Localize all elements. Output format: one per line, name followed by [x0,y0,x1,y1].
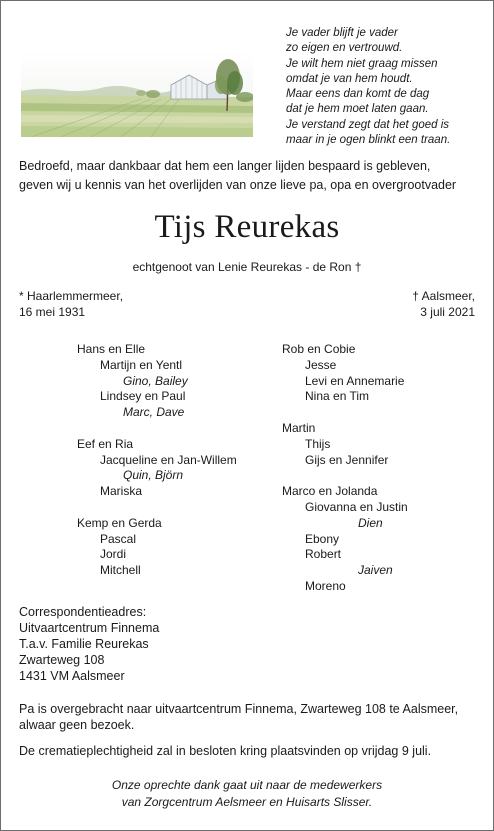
poem-line: maar in je ogen blinkt een traan. [286,134,451,147]
birth-date: 16 mei 1931 [19,305,86,319]
family-member: Gijs en Jennifer [305,452,389,467]
correspondence-line: Zwarteweg 108 [19,653,105,667]
family-spacer [282,405,408,421]
family-head: Hans en Elle [77,342,146,356]
family-member: Martijn en Yentl [100,357,183,372]
intro-line: geven wij u kennis van het overlijden van onze lieve pa, opa en overgrootvader [19,178,457,192]
thanks-line: van Zorgcentrum Aelsmeer en Huisarts Slisser. [121,794,373,809]
birth-place: * Haarlemmermeer, [19,289,124,303]
family-member: Moreno [305,578,346,593]
poem-line: Je wilt hem niet graag missen [286,57,438,70]
family-member: Robert [305,547,342,562]
death-date: 3 juli 2021 [420,305,475,319]
death-info [412,288,475,320]
family-spacer [77,500,237,516]
poem-line: Je verstand zegt dat het goed is [286,118,450,131]
family-list-right [282,342,408,595]
family-member: Jordi [100,547,127,562]
family-spacer [282,468,408,484]
poem-line: omdat je van hem houdt. [286,72,413,85]
family-grandchild: Jaiven [358,563,393,578]
family-list-left [77,342,237,579]
notice-line: alwaar geen bezoek. [19,718,135,732]
correspondence-line: 1431 VM Aalsmeer [19,669,125,683]
family-member: Nina en Tim [305,389,370,404]
family-head: Kemp en Gerda [77,515,162,530]
intro-line: Bedroefd, maar dankbaar dat hem een langer lijden bespaard is gebleven, [19,159,431,173]
transfer-notice [19,701,484,733]
family-head: Rob en Cobie [282,342,356,356]
family-grandchild: Gino, Bailey [123,373,188,388]
family-head: Marco en Jolanda [282,484,378,499]
family-member: Mariska [100,484,143,499]
poem-line: Je vader blijft je vader [286,27,398,39]
correspondence-line: T.a.v. Familie Reurekas [19,637,149,651]
cremation-notice: De crematieplechtigheid zal in besloten kring plaatsvinden op vrijdag 9 juli. [19,744,432,758]
family-member: Lindsey en Paul [100,389,186,404]
thanks-line: Onze oprechte dank gaat uit naar de medewerkers [111,778,383,792]
family-member: Ebony [305,531,340,546]
family-head: Eef en Ria [77,436,134,451]
family-member: Pascal [100,531,137,546]
poem-line: zo eigen en vertrouwd. [286,42,403,55]
family-grandchild: Dien [358,515,383,530]
family-member: Jacqueline en Jan-Willem [100,452,237,467]
thanks-note [1,777,493,810]
family-spacer [77,421,237,437]
poem-line: dat je hem moet laten gaan. [286,103,429,116]
family-member: Thijs [305,436,331,451]
poem-line: Maar eens dan komt de dag [286,88,430,101]
family-member: Giovanna en Justin [305,499,408,514]
correspondence-line: Uitvaartcentrum Finnema [19,621,160,635]
spouse-line: echtgenoot van Lenie Reurekas - de Ron † [132,260,362,274]
landscape-illustration [21,51,253,137]
deceased-name: Tijs Reurekas [154,209,340,245]
birth-info [19,288,123,320]
intro-text [19,157,484,195]
family-grandchild: Quin, Björn [123,468,184,483]
family-member: Levi en Annemarie [305,373,405,388]
poem [286,26,486,148]
death-place: † Aalsmeer, [412,289,475,303]
family-head: Martin [282,420,316,435]
family-member: Mitchell [100,563,141,578]
family-member: Jesse [305,357,337,372]
notice-line: Pa is overgebracht naar uitvaartcentrum Finnema, Zwarteweg 108 te Aalsmeer, [19,702,459,716]
correspondence-address [19,604,159,684]
correspondence-line: Correspondentieadres: [19,605,147,619]
family-grandchild: Marc, Dave [123,405,185,420]
